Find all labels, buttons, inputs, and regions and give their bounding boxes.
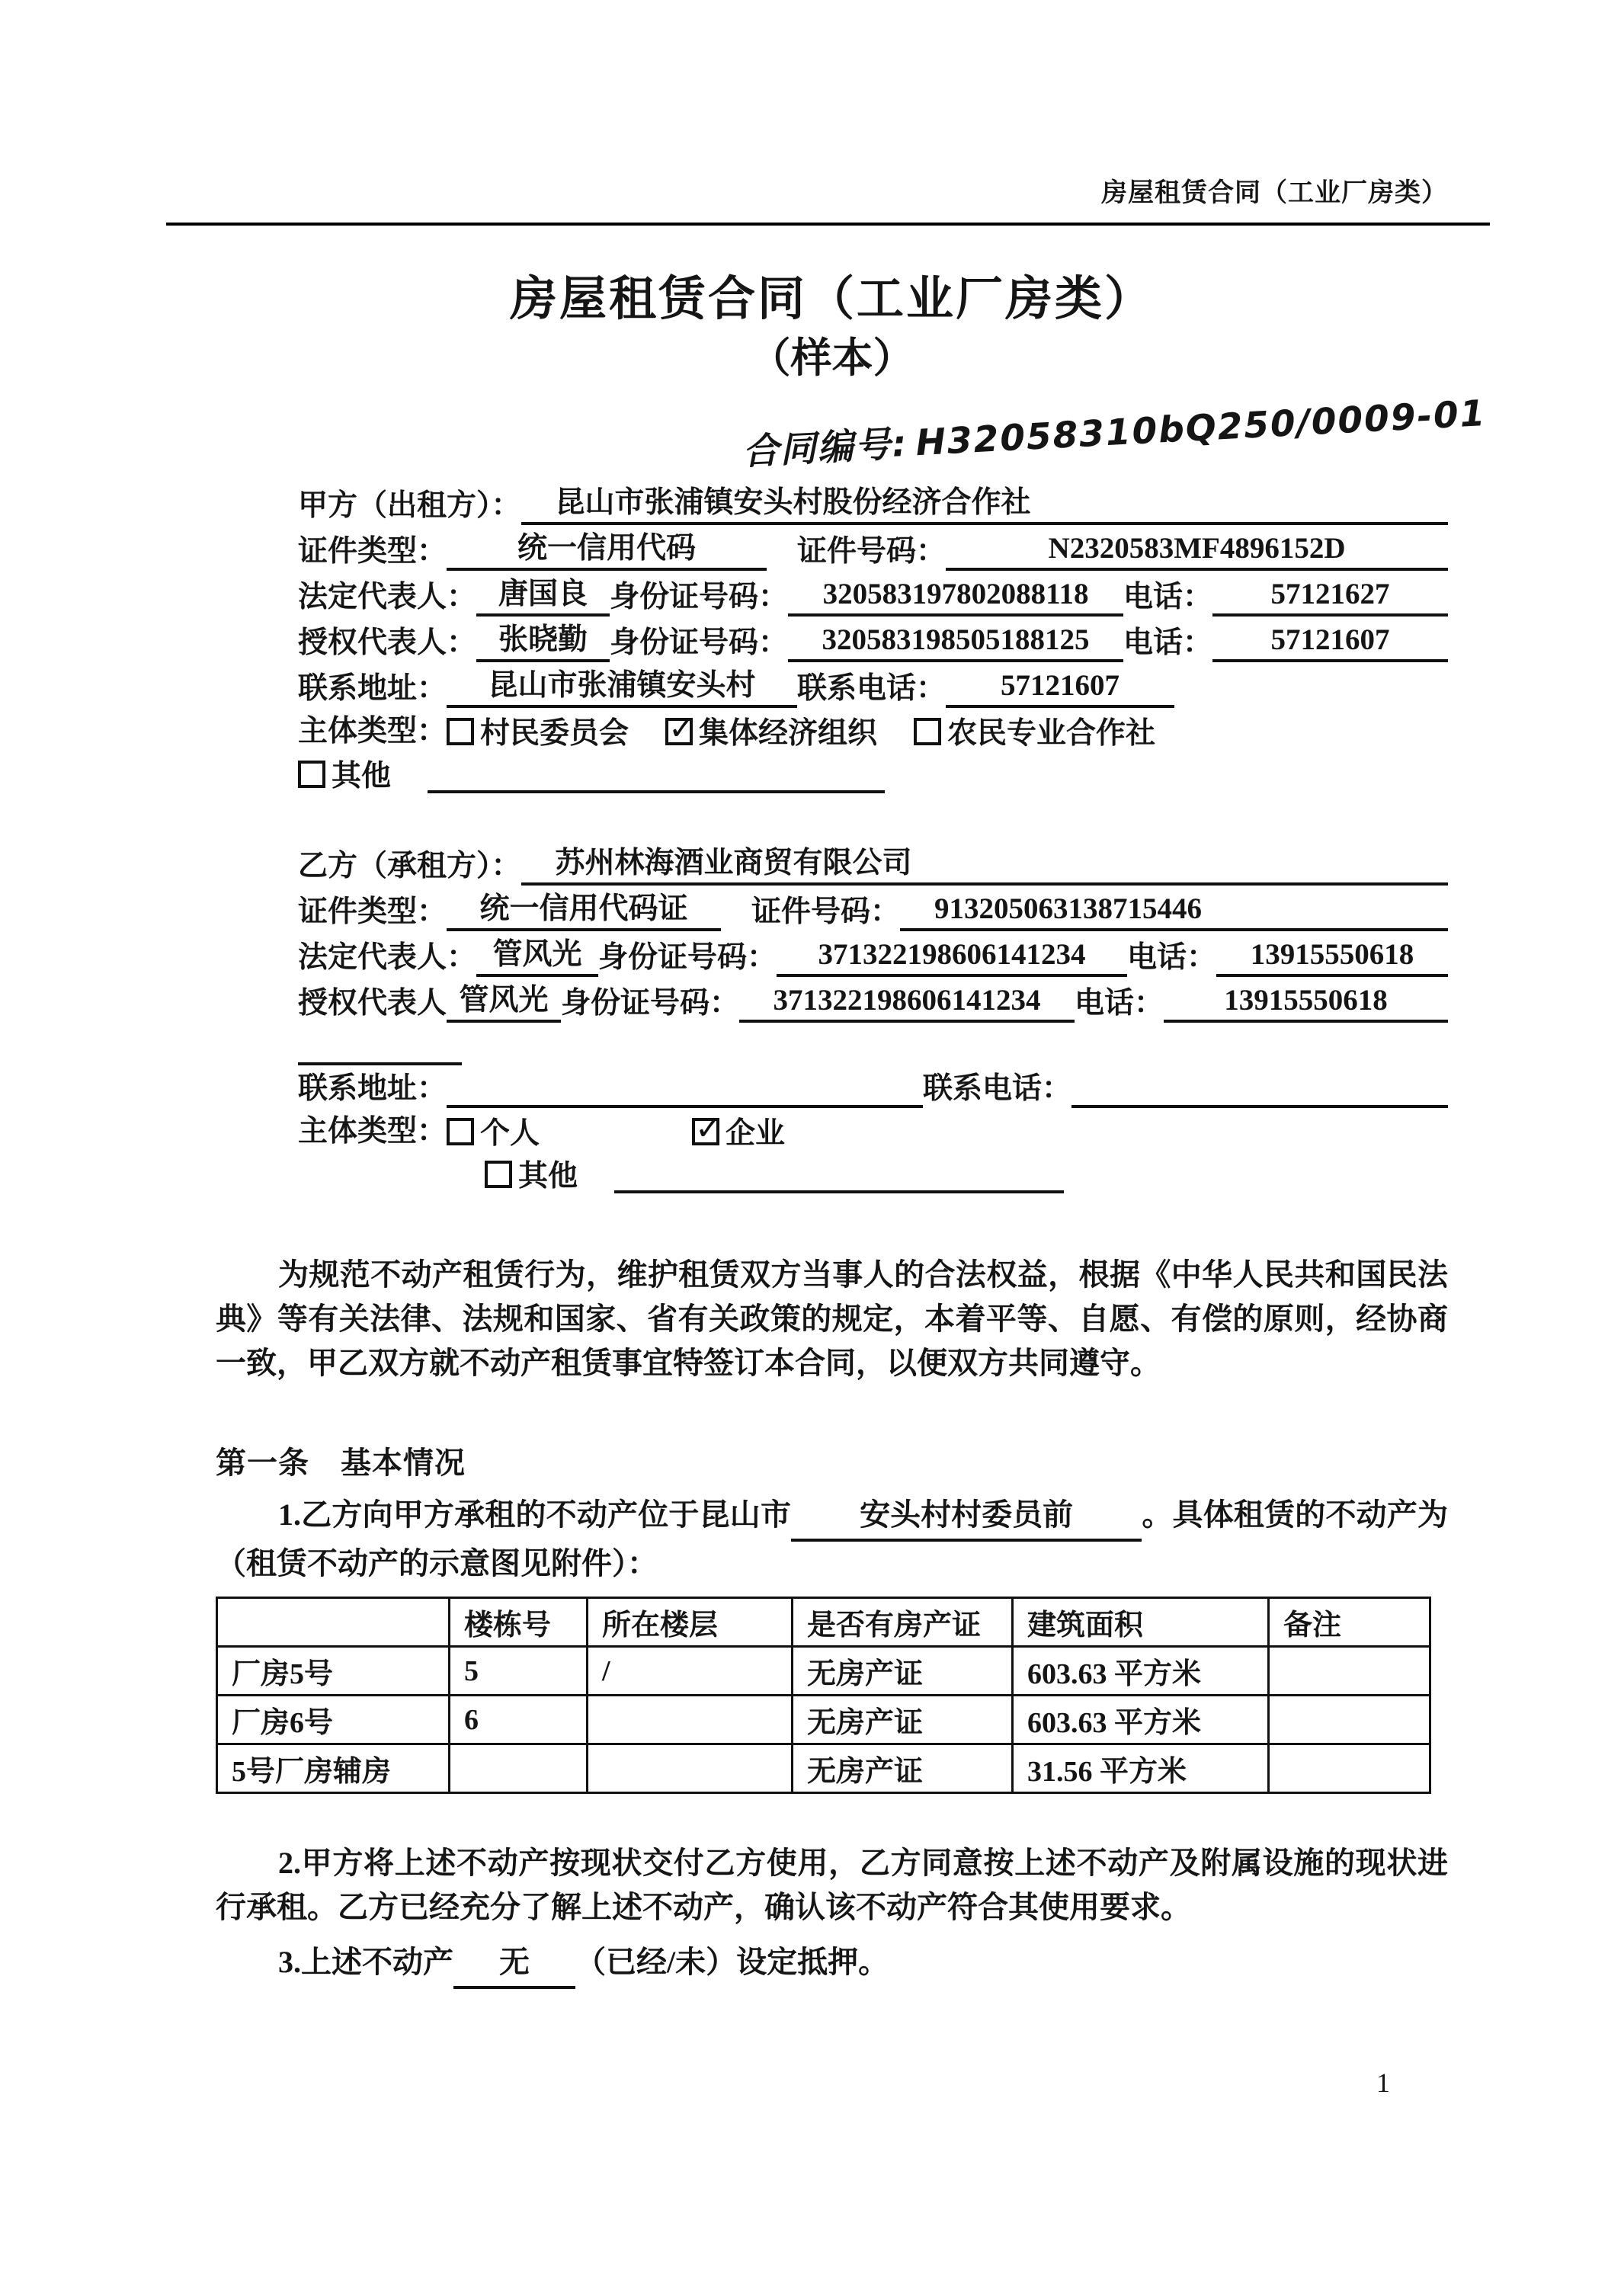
table-cell: 厂房5号: [217, 1647, 450, 1696]
party-a-auth-rep-tel-value: 57121607: [1212, 623, 1448, 662]
option-label: 其他: [332, 760, 392, 793]
table-cell: 31.56 平方米: [1013, 1744, 1269, 1793]
party-b-other-row: [485, 1158, 1448, 1193]
party-b-address-label: 联系地址：: [298, 1072, 447, 1106]
option-label: 个人: [480, 1117, 540, 1151]
table-cell: 6: [450, 1696, 588, 1744]
table-cell: 厂房6号: [217, 1696, 450, 1744]
table-row: [217, 1696, 1430, 1744]
table-cell: 603.63 平方米: [1013, 1696, 1269, 1744]
option-label: 农民专业合作社: [947, 717, 1156, 751]
table-cell: 无房产证: [793, 1647, 1013, 1696]
table-header-cell: 建筑面积: [1013, 1598, 1269, 1647]
party-b-contact-tel-label: 联系电话：: [923, 1072, 1072, 1106]
party-a-legal-rep-value: 唐国良: [476, 578, 610, 617]
party-a-cert-type-value: 统一信用代码: [447, 532, 767, 571]
party-a-option-collective-economy: [665, 717, 877, 751]
party-a-legal-rep-label: 法定代表人：: [298, 581, 477, 614]
contract-number-label: 合同编号:: [742, 423, 909, 474]
party-b-name-label: 乙方（承租方）：: [298, 850, 521, 883]
table-cell: [450, 1744, 588, 1793]
option-label: 集体经济组织: [699, 717, 878, 751]
section1-item2: 2.甲方将上述不动产按现状交付乙方使用，乙方同意按上述不动产及附属设施的现状进行承租。乙方已经充分了解上述不动产，确认该不动产符合其使用要求。: [216, 1846, 1448, 1925]
table-header-cell: 所在楼层: [588, 1598, 793, 1647]
section1-item1: [216, 1493, 1448, 1586]
table-cell: /: [588, 1647, 793, 1696]
item1-fill-value: 安头村村委员前: [791, 1493, 1142, 1542]
party-b-auth-rep-tel-value: 13915550618: [1164, 984, 1448, 1023]
party-b-option-individual: [447, 1117, 540, 1151]
party-a-legal-rep-tel-label: 电话：: [1123, 581, 1213, 614]
party-b-cert-type-label: 证件类型：: [298, 895, 447, 929]
checkbox-icon: [447, 1118, 474, 1145]
party-a-auth-rep-label: 授权代表人：: [298, 626, 477, 660]
party-a-option-other: [298, 760, 391, 793]
party-a-auth-rep-row: [298, 623, 1448, 662]
party-a-cert-row: [298, 532, 1448, 571]
party-a-name-row: [298, 486, 1448, 525]
checkbox-checked-icon: [692, 1118, 719, 1145]
item1-suffix: 。具体租赁的不动产为（租赁不动产的示意图见附件）：: [216, 1497, 1449, 1581]
party-a-option-farmer-coop: [914, 717, 1155, 751]
table-cell: [588, 1744, 793, 1793]
party-a-other-value: [428, 757, 885, 793]
party-b-auth-rep-value: 管风光: [447, 984, 561, 1023]
party-a-address-label: 联系地址：: [298, 672, 447, 706]
party-b-section: [216, 847, 1448, 1193]
preamble-paragraph: 为规范不动产租赁行为，维护租赁双方当事人的合法权益，根据《中华人民共和国民法典》等有关法律、法规和国家、省有关政策的规定，本着平等、自愿、有偿的原则，经协商一致，甲乙双方就不动产租赁事宜特签订本合同，以便双方共同遵守。: [216, 1257, 1448, 1381]
page-subtitle: （样本）: [749, 335, 915, 382]
party-b-auth-rep-row: [298, 984, 1448, 1023]
table-cell: [588, 1696, 793, 1744]
party-a-address-value: 昆山市张浦镇安头村: [447, 669, 797, 708]
section1-item3: [216, 1940, 1448, 1989]
party-b-other-value: [614, 1158, 1064, 1193]
party-b-continuation-row: [298, 1030, 1448, 1065]
party-b-cert-type-value: 统一信用代码证: [447, 892, 721, 931]
party-a-cert-no-value: N2320583MF4896152D: [946, 532, 1448, 571]
table-cell: 5: [450, 1647, 588, 1696]
party-b-contact-tel-value: [1071, 1072, 1448, 1108]
party-b-subject-type-row: [298, 1115, 1448, 1151]
party-b-continuation-line: [298, 1030, 462, 1065]
table-header-row: [217, 1598, 1430, 1647]
option-label: 企业: [726, 1117, 786, 1151]
party-b-name-row: [298, 847, 1448, 886]
page-header: [216, 171, 1448, 209]
table-cell: [1269, 1696, 1430, 1744]
party-b-address-value: [447, 1072, 923, 1108]
table-cell: 无房产证: [793, 1744, 1013, 1793]
checkbox-icon: [447, 718, 474, 745]
contract-number: [216, 385, 1488, 502]
party-b-name-value: 苏州林海酒业商贸有限公司: [521, 847, 1448, 886]
header-title: 房屋租赁合同（工业厂房类）: [1101, 179, 1448, 207]
party-a-address-row: [298, 669, 1448, 708]
page-number: 1: [1376, 2067, 1390, 2098]
option-label: 其他: [518, 1160, 578, 1193]
checkbox-icon: [914, 718, 941, 745]
item3-prefix: 3.上述不动产: [278, 1945, 453, 1980]
item1-prefix: 1.乙方向甲方承租的不动产位于昆山市: [278, 1497, 792, 1533]
table-row: [217, 1744, 1430, 1793]
party-b-auth-rep-tel-label: 电话：: [1075, 987, 1164, 1020]
header-rule: [166, 223, 1490, 226]
party-a-name-value: 昆山市张浦镇安头村股份经济合作社: [521, 486, 1448, 525]
party-a-option-village-committee: [447, 717, 629, 751]
party-b-legal-rep-value: 管风光: [476, 938, 598, 977]
party-a-cert-type-label: 证件类型：: [298, 535, 447, 568]
party-b-auth-rep-id-value: 371322198606141234: [739, 984, 1075, 1023]
table-header-cell: 楼栋号: [450, 1598, 588, 1647]
party-a-subject-type-row: [298, 715, 1448, 751]
table-cell: 603.63 平方米: [1013, 1647, 1269, 1696]
party-b-option-enterprise: [692, 1117, 785, 1151]
party-a-other-row: [298, 757, 1448, 793]
party-a-subject-type-label: 主体类型：: [298, 715, 447, 748]
party-b-auth-rep-label: 授权代表人: [298, 987, 447, 1020]
table-cell: [1269, 1744, 1430, 1793]
party-b-cert-row: [298, 892, 1448, 931]
item3-suffix: （已经/未）设定抵押。: [575, 1945, 889, 1980]
party-a-legal-rep-tel-value: 57121627: [1212, 578, 1448, 617]
party-b-legal-rep-row: [298, 938, 1448, 977]
party-a-contact-tel-value: 57121607: [946, 669, 1174, 708]
party-a-legal-rep-row: [298, 578, 1448, 617]
party-a-contact-tel-label: 联系电话：: [797, 672, 947, 706]
section1-heading: 第一条 基本情况: [216, 1446, 466, 1481]
party-a-legal-rep-id-value: 320583197802088118: [788, 578, 1123, 617]
checkbox-icon: [298, 761, 325, 788]
table-header-cell: [217, 1598, 450, 1647]
party-b-option-other: [485, 1160, 578, 1193]
table-header-cell: 是否有房产证: [793, 1598, 1013, 1647]
party-a-legal-rep-id-label: 身份证号码：: [610, 581, 789, 614]
item3-fill-value: 无: [453, 1940, 575, 1989]
party-a-auth-rep-tel-label: 电话：: [1123, 626, 1213, 660]
contract-number-value: H32058310bQ250/0009-01: [915, 392, 1488, 465]
table-cell: [1269, 1647, 1430, 1696]
checkbox-icon: [485, 1161, 512, 1188]
party-b-cert-no-label: 证件号码：: [751, 895, 901, 929]
table-header-cell: 备注: [1269, 1598, 1430, 1647]
page-title: 房屋租赁合同（工业厂房类）: [509, 274, 1154, 325]
party-b-auth-rep-id-label: 身份证号码：: [561, 987, 740, 1020]
party-a-auth-rep-id-value: 320583198505188125: [788, 623, 1123, 662]
table-cell: 5号厂房辅房: [217, 1744, 450, 1793]
party-a-name-label: 甲方（出租方）：: [298, 489, 521, 523]
property-table: [216, 1597, 1431, 1794]
party-b-address-row: [298, 1072, 1448, 1108]
table-row: [217, 1647, 1430, 1696]
option-label: 村民委员会: [480, 717, 629, 751]
party-a-auth-rep-id-label: 身份证号码：: [610, 626, 789, 660]
table-cell: 无房产证: [793, 1696, 1013, 1744]
party-a-cert-no-label: 证件号码：: [797, 535, 947, 568]
party-b-legal-rep-id-label: 身份证号码：: [598, 941, 777, 975]
party-b-subject-type-label: 主体类型：: [298, 1115, 447, 1148]
party-a-auth-rep-value: 张晓勤: [476, 623, 610, 662]
party-a-section: [216, 486, 1448, 793]
party-b-legal-rep-tel-value: 13915550618: [1216, 938, 1448, 977]
checkbox-checked-icon: [665, 718, 693, 745]
party-b-legal-rep-id-value: 371322198606141234: [777, 938, 1127, 977]
party-b-legal-rep-label: 法定代表人：: [298, 941, 477, 975]
party-b-legal-rep-tel-label: 电话：: [1127, 941, 1217, 975]
party-b-cert-no-value: 913205063138715446: [900, 892, 1448, 931]
